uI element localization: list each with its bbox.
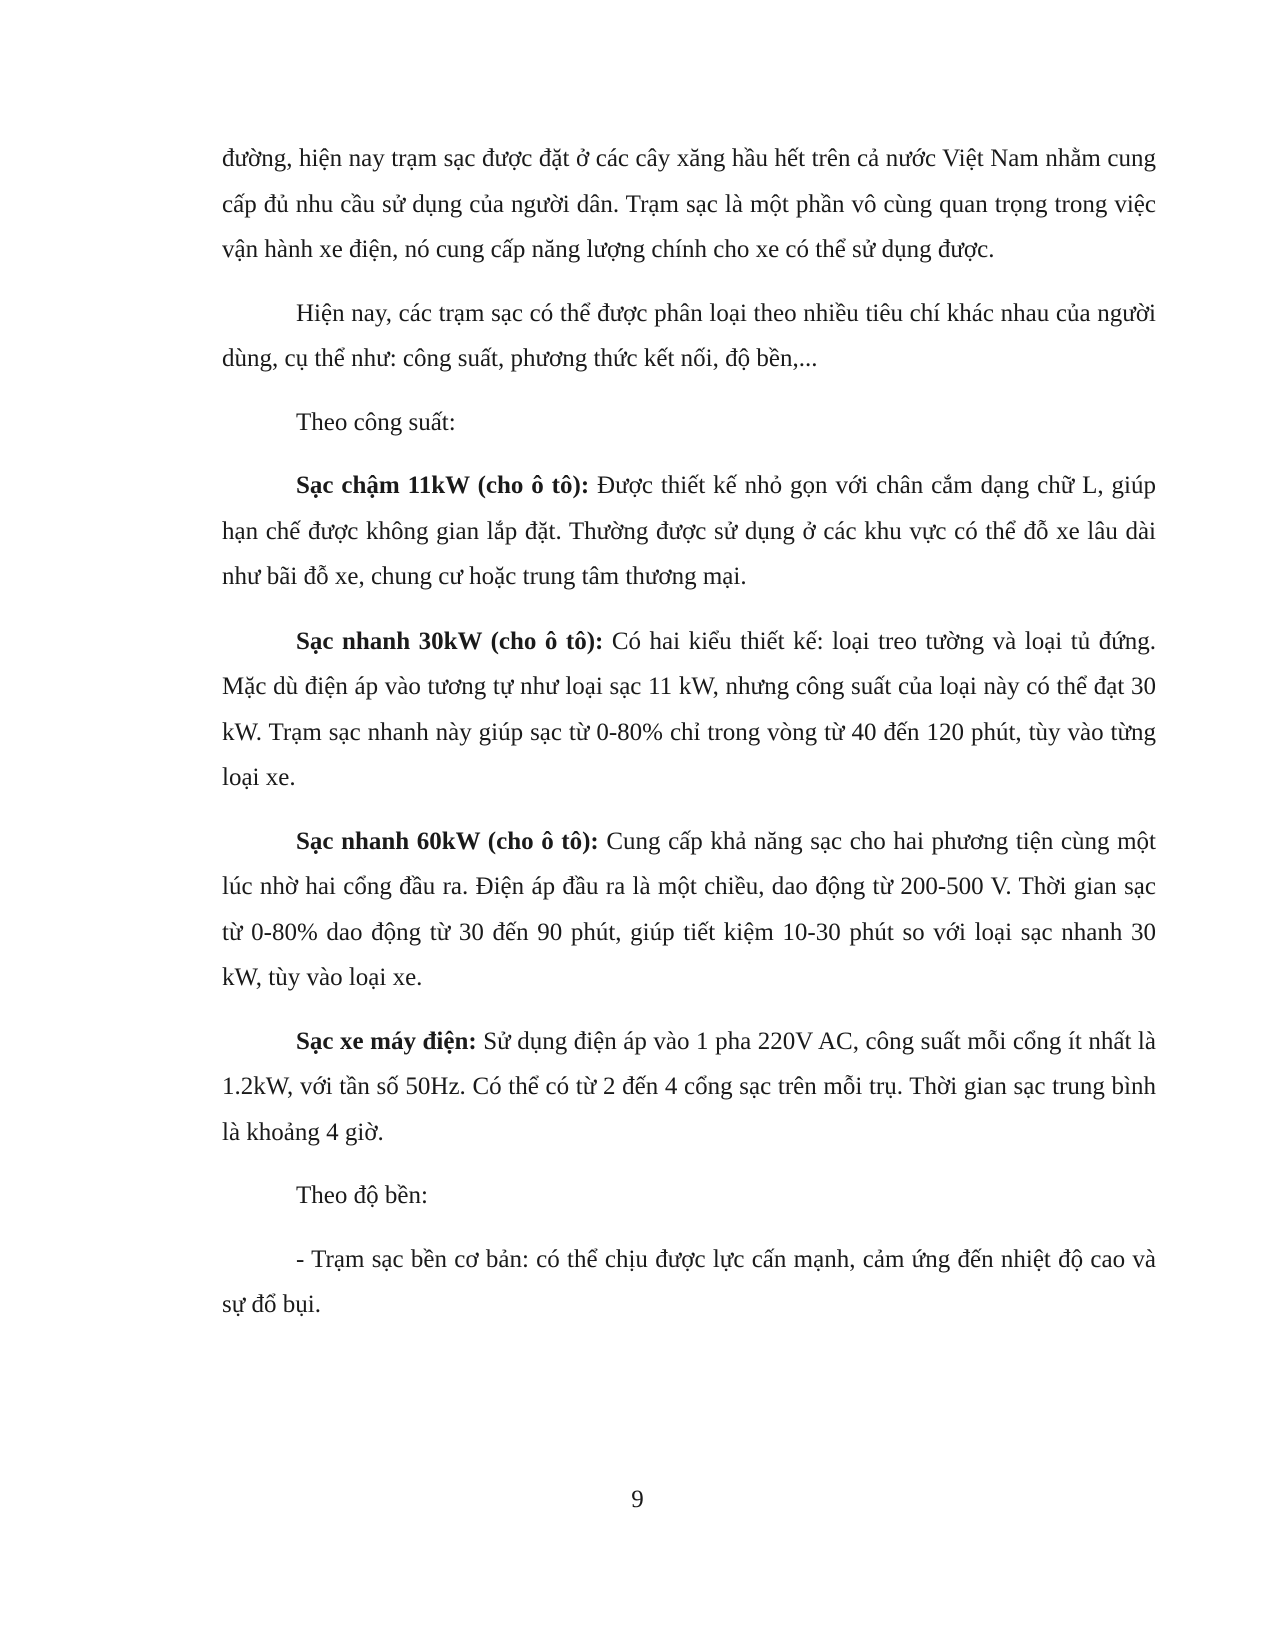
description-fast-charger-60kw: Cung cấp khả năng sạc cho hai phương tiện cùng một lúc nhờ hai cổng đầu ra. Điện áp đầu ra là một chiều, dao động từ 200-500 V. Thời gian sạc từ 0-80% dao động từ 30 đến 90 phút, giúp tiết kiệm 10-30 phút so với loại sạc nhanh 30 kW, tùy vào loại xe. bbox=[222, 827, 1156, 991]
description-slow-charger-11kw: Được thiết kế nhỏ gọn với chân cắm dạng chữ L, giúp hạn chế được không gian lắp đặt. Thường được sử dụng ở các khu vực có thể đỗ xe lâu dài như bãi đỗ xe, chung cư hoặc trung tâm thương mại. bbox=[222, 472, 1156, 590]
paragraph-motorbike-charger bbox=[222, 1019, 1156, 1156]
page-number: 9 bbox=[631, 1486, 644, 1513]
description-motorbike-charger: Sử dụng điện áp vào 1 pha 220V AC, công suất mỗi cổng ít nhất là 1.2kW, với tần số 50Hz. Có thể có từ 2 đến 4 cổng sạc trên mỗi trụ. Thời gian sạc trung bình là khoảng 4 giờ. bbox=[222, 1027, 1156, 1146]
paragraph-fast-charger-60kw bbox=[222, 819, 1156, 1001]
term-fast-charger-30kw: Sạc nhanh 30kW (cho ô tô): bbox=[296, 627, 604, 655]
paragraph-slow-charger-11kw bbox=[222, 463, 1156, 600]
term-motorbike-charger: Sạc xe máy điện: bbox=[296, 1027, 477, 1055]
term-fast-charger-60kw: Sạc nhanh 60kW (cho ô tô): bbox=[296, 827, 599, 855]
term-slow-charger-11kw: Sạc chậm 11kW (cho ô tô): bbox=[296, 472, 590, 499]
paragraph-by-power-heading: Theo công suất: bbox=[296, 408, 456, 436]
paragraph-fast-charger-30kw bbox=[222, 619, 1156, 801]
paragraph-intro: đường, hiện nay trạm sạc được đặt ở các cây xăng hầu hết trên cả nước Việt Nam nhằm cung cấp đủ nhu cầu sử dụng của người dân. Trạm sạc là một phần vô cùng quan trọng trong việc vận hành xe điện, nó cung cấp năng lượng chính cho xe có thể sử dụng được. bbox=[222, 145, 1156, 263]
body-text bbox=[222, 136, 1156, 1328]
paragraph-basic-durable-station: - Trạm sạc bền cơ bản: có thể chịu được lực cấn mạnh, cảm ứng đến nhiệt độ cao và sự đổ bụi. bbox=[222, 1245, 1156, 1318]
paragraph-by-durability-heading: Theo độ bền: bbox=[296, 1182, 428, 1209]
paragraph-classification: Hiện nay, các trạm sạc có thể được phân loại theo nhiều tiêu chí khác nhau của người dùng, cụ thể như: công suất, phương thức kết nối, độ bền,... bbox=[222, 299, 1156, 372]
description-fast-charger-30kw: Có hai kiểu thiết kế: loại treo tường và loại tủ đứng. Mặc dù điện áp vào tương tự như loại sạc 11 kW, nhưng công suất của loại này có thể đạt 30 kW. Trạm sạc nhanh này giúp sạc từ 0-80% chỉ trong vòng từ 40 đến 120 phút, tùy vào từng loại xe. bbox=[222, 627, 1156, 791]
